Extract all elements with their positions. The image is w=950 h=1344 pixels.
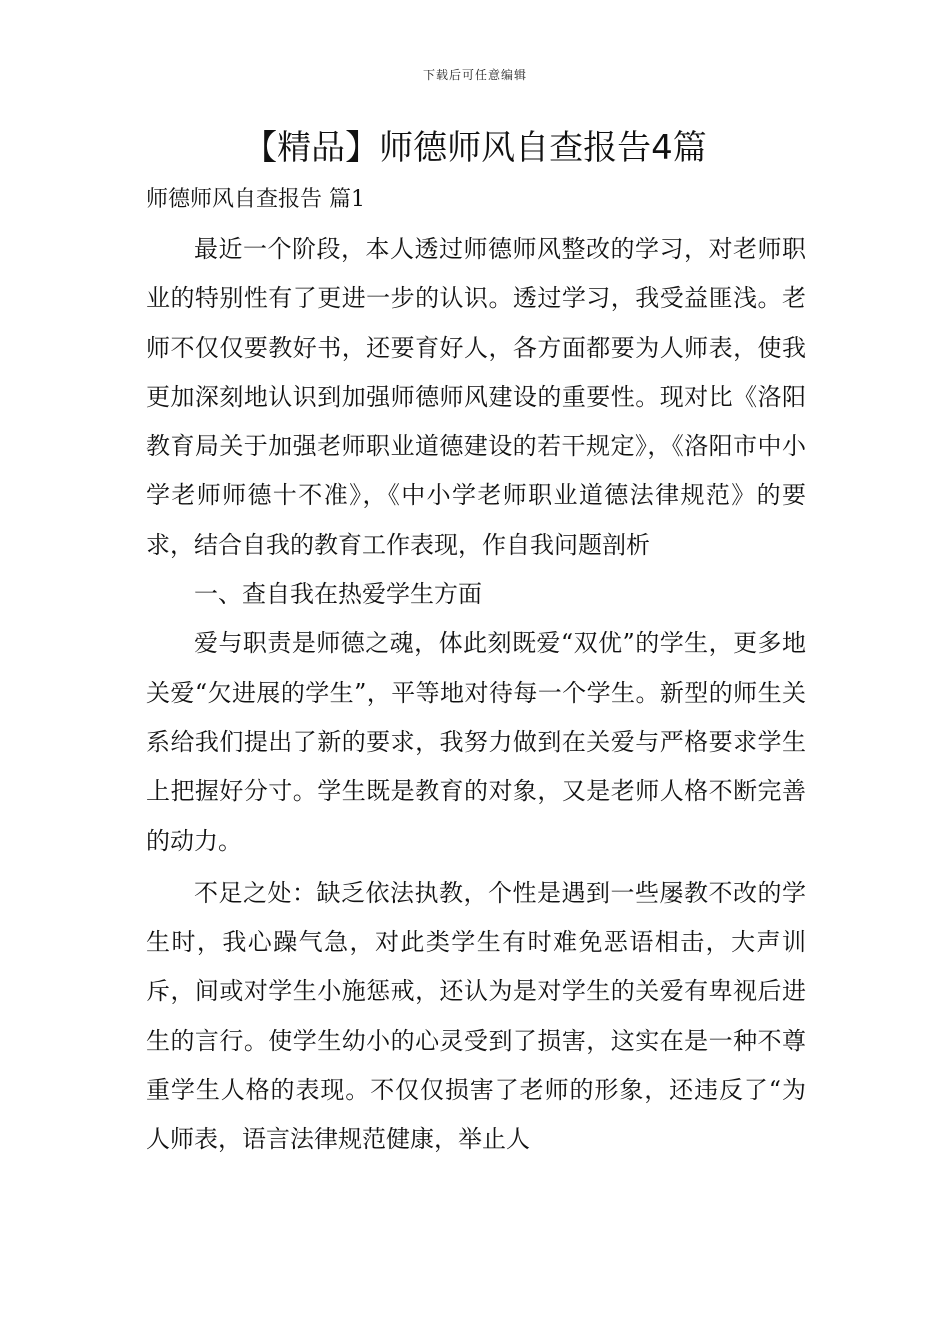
subheading-love-students: 一、查自我在热爱学生方面	[194, 580, 482, 609]
header-note: 下载后可任意编辑	[422, 68, 527, 82]
paragraph-intro: 最近一个阶段，本人透过师德师风整改的学习，对老师职业的特别性有了更进一步的认识。透过学习，我受益匪浅。老师不仅仅要教好书，还要育好人，各方面都要为人师表，使我更加深刻地认识到加强师德师风建设的重要性。现对比《洛阳教育局关于加强老师职业道德建设的若干规定》，《洛阳市中小学老师师德十不准》，《中小学老师职业道德法律规范》的要求，结合自我的教育工作表现，作自我问题剖析	[146, 235, 806, 559]
document-title: 【精品】师德师风自查报告4篇	[243, 128, 707, 168]
document-body	[146, 225, 806, 1165]
paragraph-love-duty: 爱与职责是师德之魂，体此刻既爱“双优”的学生，更多地关爱“欠进展的学生”，平等地对待每一个学生。新型的师生关系给我们提出了新的要求，我努力做到在关爱与严格要求学生上把握好分寸。学生既是教育的对象，又是老师人格不断完善的动力。	[146, 629, 806, 855]
paragraph-shortcomings: 不足之处：缺乏依法执教，个性是遇到一些屡教不改的学生时，我心躁气急，对此类学生有时难免恶语相击，大声训斥，间或对学生小施惩戒，还认为是对学生的关爱有卑视后进生的言行。使学生幼小的心灵受到了损害，这实在是一种不尊重学生人格的表现。不仅仅损害了老师的形象，还违反了“为人师表，语言法律规范健康，举止人	[146, 878, 806, 1154]
section-heading: 师德师风自查报告 篇1	[146, 187, 365, 212]
